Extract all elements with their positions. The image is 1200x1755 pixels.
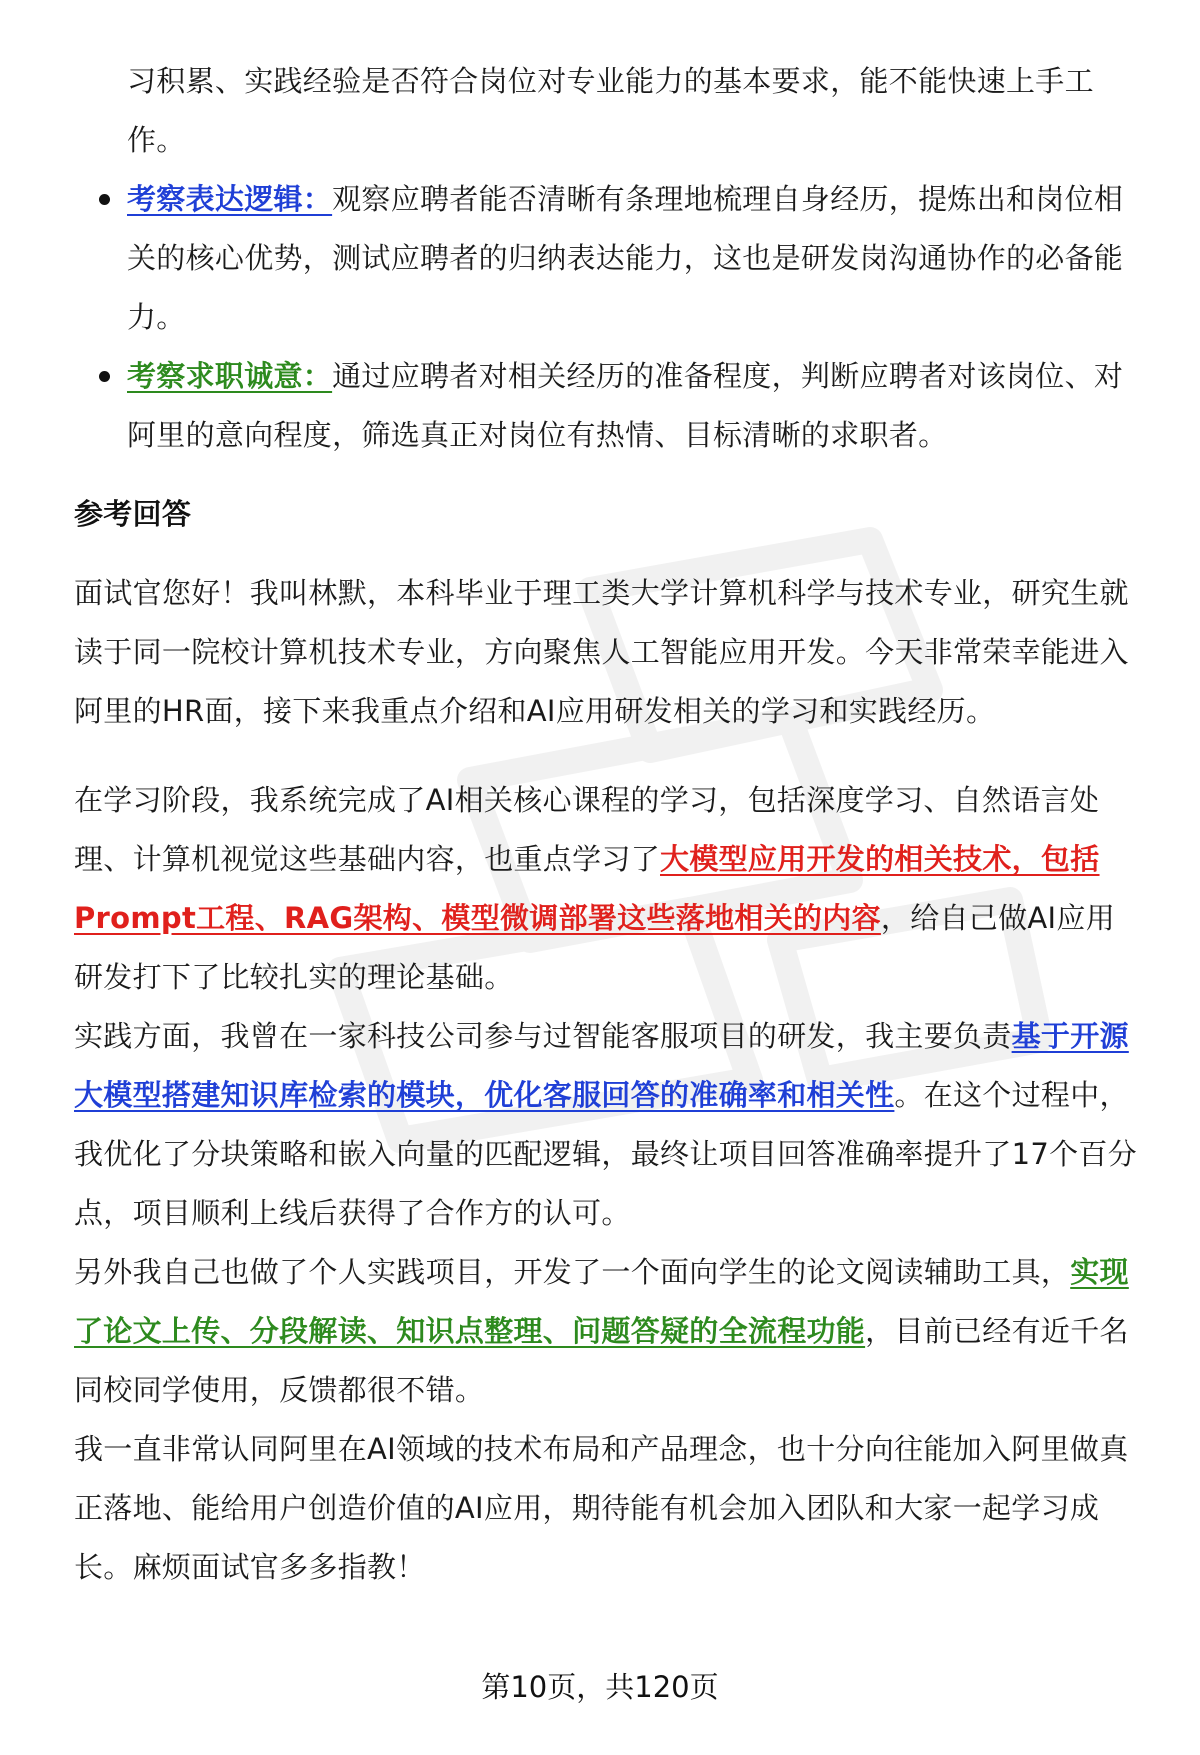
document-body: [74, 52, 1144, 1597]
highlight-blue: 基于开源大模型搭建知识库检索的模块，优化客服回答的准确率和相关性: [74, 1019, 1129, 1112]
answer-paragraph-practice: [74, 1007, 1144, 1243]
text-segment: ，给自己做AI应用研发打下了比较扎实的理论基础。: [74, 901, 1115, 994]
highlight-green: 实现了论文上传、分段解读、知识点整理、问题答疑的全流程功能: [74, 1255, 1129, 1348]
section-heading-reference-answer: 参考回答: [74, 497, 192, 531]
answer-paragraph-personal-project: [74, 1243, 1144, 1420]
text-segment: 另外我自己也做了个人实践项目，开发了一个面向学生的论文阅读辅助工具，: [74, 1255, 1071, 1289]
bullet-text: 通过应聘者对相关经历的准备程度，判断应聘者对该岗位、对阿里的意向程度，筛选真正对岗位有热情、目标清晰的求职者。: [127, 359, 1124, 452]
bullet-continuation-text: 习积累、实践经验是否符合岗位对专业能力的基本要求，能不能快速上手工作。: [127, 64, 1094, 157]
bullet-text: 观察应聘者能否清晰有条理地梳理自身经历，提炼出和岗位相关的核心优势，测试应聘者的归纳表达能力，这也是研发岗沟通协作的必备能力。: [127, 182, 1124, 334]
criteria-list: [74, 170, 1144, 465]
highlight-red: 大模型应用开发的相关技术，包括Prompt工程、RAG架构、模型微调部署这些落地相关的内容: [74, 842, 1100, 935]
text-segment: 在学习阶段，我系统完成了AI相关核心课程的学习，包括深度学习、自然语言处理、计算机视觉这些基础内容，也重点学习了: [74, 783, 1100, 876]
answer-paragraph-study: [74, 771, 1144, 1007]
page-number-footer: 第10页，共120页: [481, 1670, 719, 1704]
text-segment: 。在这个过程中，我优化了分块策略和嵌入向量的匹配逻辑，最终让项目回答准确率提升了17个百分点，项目顺利上线后获得了合作方的认可。: [74, 1078, 1138, 1230]
bullet-dot-icon: [99, 194, 110, 205]
bullet-label: 考察表达逻辑：: [127, 182, 333, 216]
list-item-sincerity: [74, 347, 1144, 465]
answer-paragraph-closing: 我一直非常认同阿里在AI领域的技术布局和产品理念，也十分向往能加入阿里做真正落地、能给用户创造价值的AI应用，期待能有机会加入团队和大家一起学习成长。麻烦面试官多多指教！: [74, 1432, 1129, 1584]
bullet-label: 考察求职诚意：: [127, 359, 333, 393]
bullet-dot-icon: [99, 371, 110, 382]
text-segment: 实践方面，我曾在一家科技公司参与过智能客服项目的研发，我主要负责: [74, 1019, 1012, 1053]
list-item-expression-logic: [74, 170, 1144, 347]
answer-paragraph-intro: 面试官您好！我叫林默，本科毕业于理工类大学计算机科学与技术专业，研究生就读于同一院校计算机技术专业，方向聚焦人工智能应用开发。今天非常荣幸能进入阿里的HR面，接下来我重点介绍和AI应用研发相关的学习和实践经历。: [74, 576, 1129, 728]
text-segment: ，目前已经有近千名同校同学使用，反馈都很不错。: [74, 1314, 1129, 1407]
